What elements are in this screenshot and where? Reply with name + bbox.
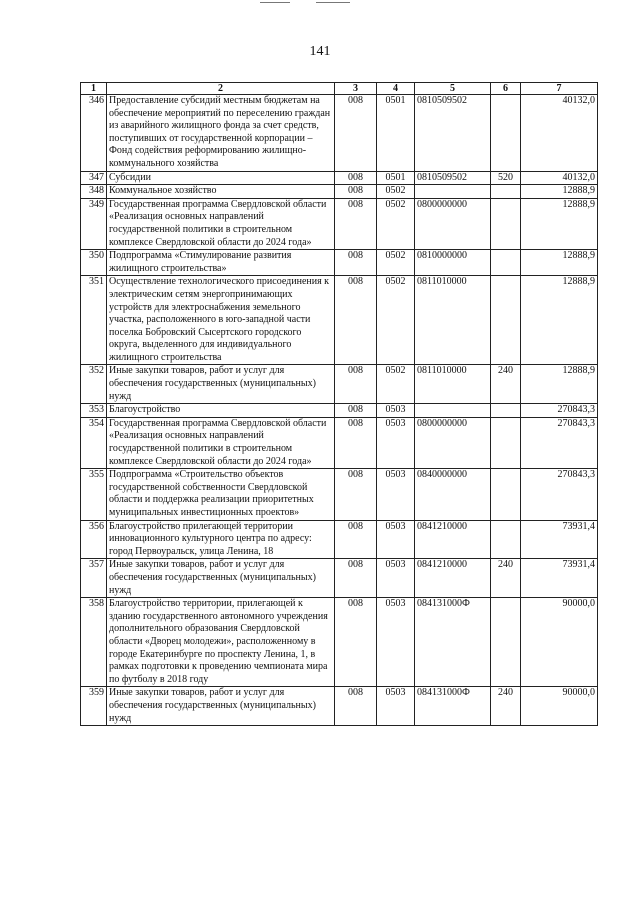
row-name: Коммунальное хозяйство <box>107 185 335 199</box>
row-target-article: 0811010000 <box>415 365 491 404</box>
row-amount: 12888,9 <box>521 365 598 404</box>
row-number: 351 <box>81 276 107 365</box>
row-amount: 270843,3 <box>521 469 598 520</box>
table-row <box>81 469 598 520</box>
row-admin-code: 008 <box>335 365 377 404</box>
row-expense-type: 520 <box>491 171 521 185</box>
row-admin-code: 008 <box>335 559 377 598</box>
row-section-code: 0502 <box>377 198 415 249</box>
row-target-article: 0841210000 <box>415 559 491 598</box>
row-number: 348 <box>81 185 107 199</box>
row-section-code: 0502 <box>377 250 415 276</box>
row-admin-code: 008 <box>335 417 377 468</box>
row-admin-code: 008 <box>335 185 377 199</box>
header-col-4: 4 <box>377 83 415 95</box>
scan-top-marks <box>244 0 364 6</box>
row-name: Благоустройство <box>107 404 335 418</box>
header-col-1: 1 <box>81 83 107 95</box>
row-expense-type <box>491 417 521 468</box>
budget-table <box>80 82 598 726</box>
row-number: 352 <box>81 365 107 404</box>
row-target-article: 0810509502 <box>415 95 491 172</box>
row-expense-type <box>491 95 521 172</box>
table-row <box>81 417 598 468</box>
row-expense-type: 240 <box>491 559 521 598</box>
header-col-3: 3 <box>335 83 377 95</box>
row-target-article: 0840000000 <box>415 469 491 520</box>
row-name: Благоустройство прилегающей территории инновационного культурного центра по адресу: город Первоуральск, улица Ленина, 18 <box>107 520 335 559</box>
row-name: Иные закупки товаров, работ и услуг для обеспечения государственных (муниципальных) нужд <box>107 687 335 726</box>
header-col-2: 2 <box>107 83 335 95</box>
row-amount: 90000,0 <box>521 687 598 726</box>
table-row <box>81 520 598 559</box>
row-admin-code: 008 <box>335 250 377 276</box>
row-amount: 270843,3 <box>521 404 598 418</box>
row-number: 354 <box>81 417 107 468</box>
row-name: Благоустройство территории, прилегающей к зданию государственного автономного учреждения дополнительного образования Свердловской области «Дворец молодежи», расположенному в городе Екатеринбурге по проспекту Ленина, 1, в рамках подготовки к проведению чемпионата мира по футболу в 2018 году <box>107 598 335 687</box>
row-number: 359 <box>81 687 107 726</box>
row-target-article: 084131000Ф <box>415 598 491 687</box>
table-row <box>81 559 598 598</box>
table-body <box>81 95 598 726</box>
row-section-code: 0502 <box>377 185 415 199</box>
row-expense-type <box>491 598 521 687</box>
row-expense-type <box>491 520 521 559</box>
row-target-article: 0841210000 <box>415 520 491 559</box>
header-col-5: 5 <box>415 83 491 95</box>
row-number: 353 <box>81 404 107 418</box>
row-admin-code: 008 <box>335 520 377 559</box>
row-amount: 40132,0 <box>521 171 598 185</box>
row-expense-type <box>491 185 521 199</box>
row-section-code: 0501 <box>377 95 415 172</box>
row-number: 358 <box>81 598 107 687</box>
row-admin-code: 008 <box>335 95 377 172</box>
row-section-code: 0502 <box>377 276 415 365</box>
row-target-article: 0811010000 <box>415 276 491 365</box>
row-name: Предоставление субсидий местным бюджетам на обеспечение мероприятий по переселению граждан из аварийного жилищного фонда за счет средств, поступивших от государственной корпорации – Фонд содействия реформированию жилищно-коммунального хозяйства <box>107 95 335 172</box>
row-number: 355 <box>81 469 107 520</box>
row-number: 350 <box>81 250 107 276</box>
row-expense-type <box>491 404 521 418</box>
row-admin-code: 008 <box>335 404 377 418</box>
header-col-6: 6 <box>491 83 521 95</box>
row-admin-code: 008 <box>335 198 377 249</box>
row-section-code: 0503 <box>377 559 415 598</box>
row-amount: 12888,9 <box>521 276 598 365</box>
table-row <box>81 404 598 418</box>
table-row <box>81 185 598 199</box>
row-admin-code: 008 <box>335 276 377 365</box>
row-target-article: 084131000Ф <box>415 687 491 726</box>
row-section-code: 0503 <box>377 520 415 559</box>
row-expense-type: 240 <box>491 365 521 404</box>
row-amount: 90000,0 <box>521 598 598 687</box>
row-name: Подпрограмма «Строительство объектов государственной собственности Свердловской области и поддержка реализации приоритетных муниципальных инвестиционных проектов» <box>107 469 335 520</box>
row-number: 347 <box>81 171 107 185</box>
row-amount: 12888,9 <box>521 198 598 249</box>
row-admin-code: 008 <box>335 598 377 687</box>
row-amount: 12888,9 <box>521 250 598 276</box>
row-expense-type: 240 <box>491 687 521 726</box>
row-section-code: 0503 <box>377 417 415 468</box>
row-section-code: 0503 <box>377 404 415 418</box>
table-row <box>81 171 598 185</box>
row-number: 349 <box>81 198 107 249</box>
row-expense-type <box>491 276 521 365</box>
row-target-article <box>415 185 491 199</box>
table-header-row <box>81 83 598 95</box>
row-amount: 40132,0 <box>521 95 598 172</box>
table-row <box>81 198 598 249</box>
row-number: 357 <box>81 559 107 598</box>
row-target-article: 0810509502 <box>415 171 491 185</box>
row-expense-type <box>491 198 521 249</box>
table-row <box>81 365 598 404</box>
table-row <box>81 250 598 276</box>
row-section-code: 0501 <box>377 171 415 185</box>
row-admin-code: 008 <box>335 469 377 520</box>
row-amount: 12888,9 <box>521 185 598 199</box>
row-target-article <box>415 404 491 418</box>
row-name: Иные закупки товаров, работ и услуг для обеспечения государственных (муниципальных) нужд <box>107 365 335 404</box>
row-name: Субсидии <box>107 171 335 185</box>
row-expense-type <box>491 250 521 276</box>
row-section-code: 0503 <box>377 687 415 726</box>
row-admin-code: 008 <box>335 171 377 185</box>
row-target-article: 0800000000 <box>415 198 491 249</box>
row-name: Иные закупки товаров, работ и услуг для обеспечения государственных (муниципальных) нужд <box>107 559 335 598</box>
row-expense-type <box>491 469 521 520</box>
row-name: Осуществление технологического присоединения к электрическим сетям энергопринимающих устройств для электроснабжения земельного участка, расположенного в юго-западной части поселка Бобровский Сысертского городского округа, выделенного для индивидуального жилищного строительства <box>107 276 335 365</box>
row-amount: 73931,4 <box>521 559 598 598</box>
row-amount: 270843,3 <box>521 417 598 468</box>
row-admin-code: 008 <box>335 687 377 726</box>
row-number: 356 <box>81 520 107 559</box>
row-target-article: 0800000000 <box>415 417 491 468</box>
row-section-code: 0503 <box>377 598 415 687</box>
row-target-article: 0810000000 <box>415 250 491 276</box>
row-name: Подпрограмма «Стимулирование развития жилищного строительства» <box>107 250 335 276</box>
page-number: 141 <box>309 44 331 59</box>
row-name: Государственная программа Свердловской области «Реализация основных направлений государственной политики в строительном комплексе Свердловской области до 2024 года» <box>107 198 335 249</box>
row-section-code: 0503 <box>377 469 415 520</box>
table-row <box>81 95 598 172</box>
table-row <box>81 276 598 365</box>
table-row <box>81 687 598 726</box>
row-section-code: 0502 <box>377 365 415 404</box>
row-number: 346 <box>81 95 107 172</box>
row-name: Государственная программа Свердловской области «Реализация основных направлений государственной политики в строительном комплексе Свердловской области до 2024 года» <box>107 417 335 468</box>
table-row <box>81 598 598 687</box>
row-amount: 73931,4 <box>521 520 598 559</box>
header-col-7: 7 <box>521 83 598 95</box>
